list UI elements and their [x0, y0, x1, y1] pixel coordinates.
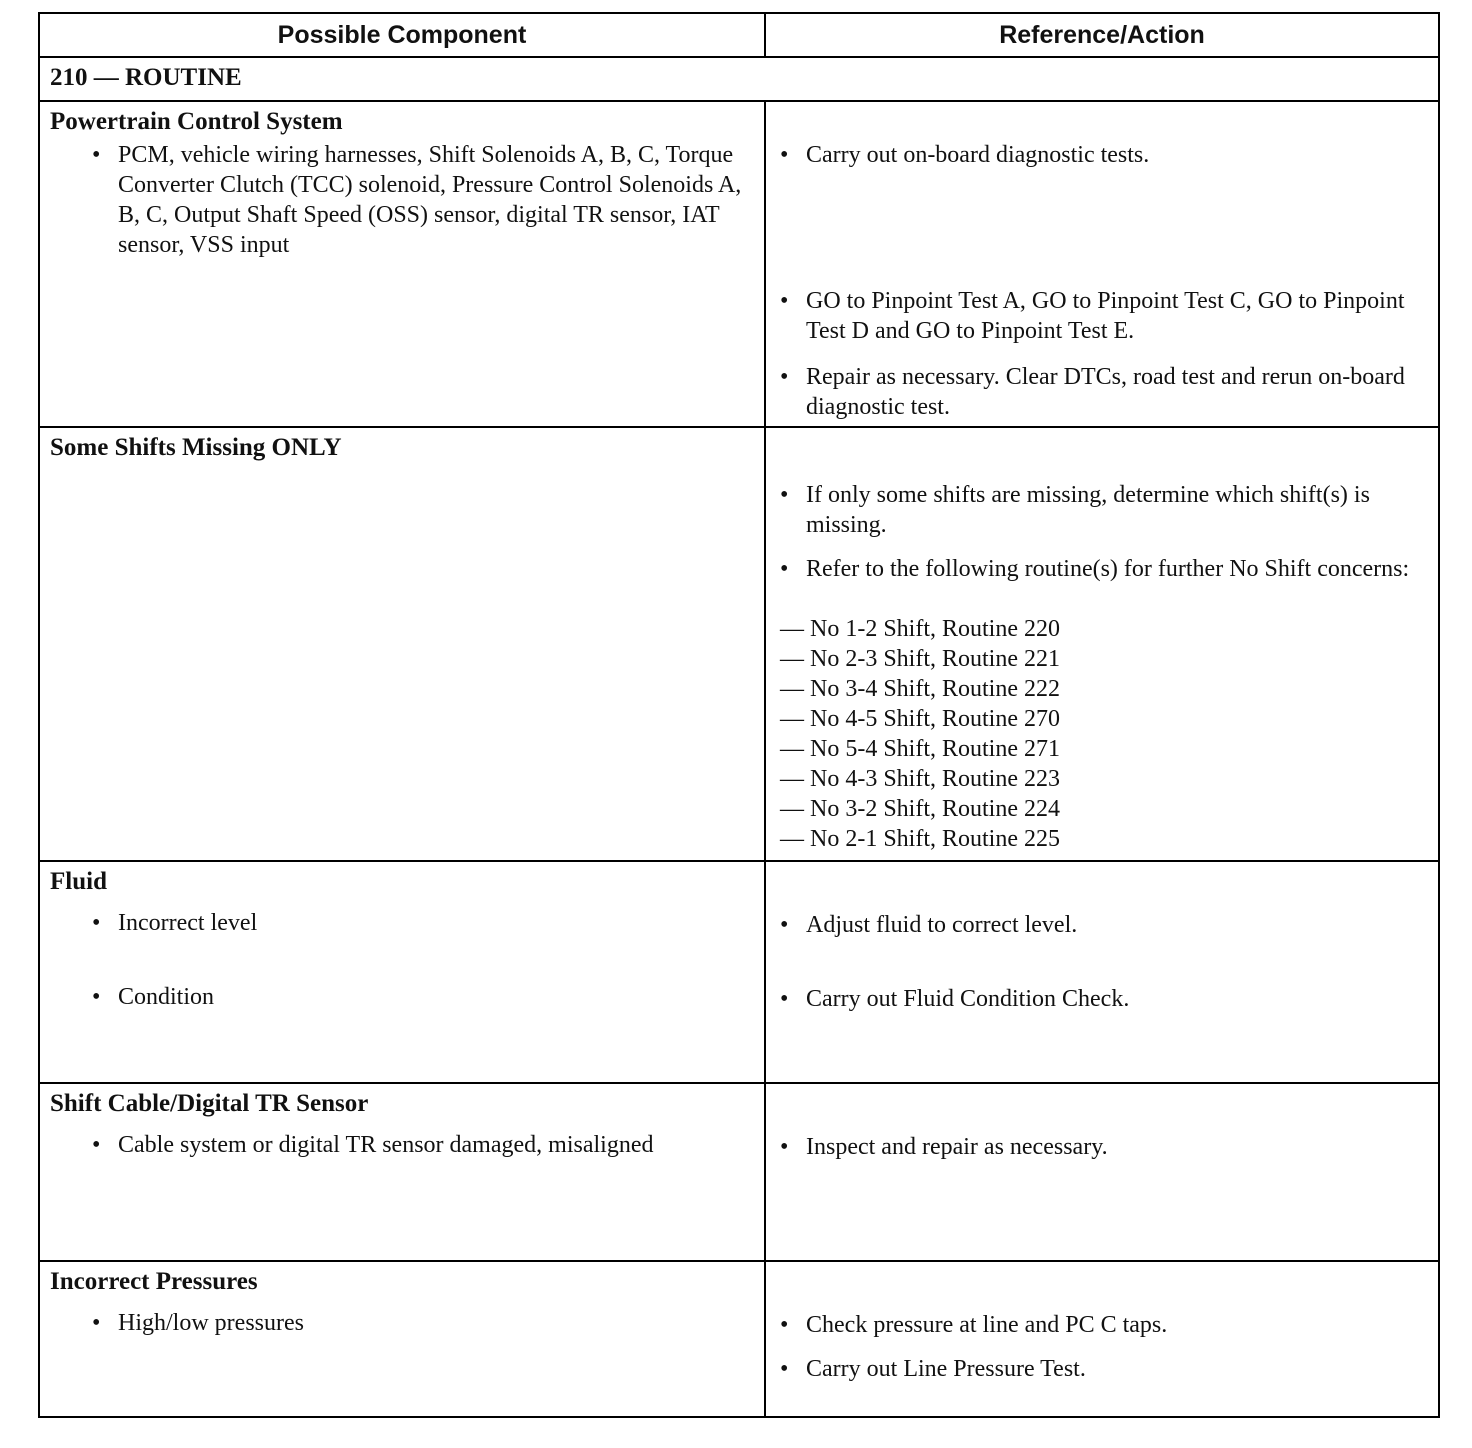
action-bullet: • If only some shifts are missing, determine which shift(s) is missing. — [780, 480, 1446, 540]
routine-item: — No 3-2 Shift, Routine 224 — [780, 796, 1060, 822]
table-row — [40, 1262, 1438, 1416]
action-bullet: • Repair as necessary. Clear DTCs, road test and rerun on-board diagnostic test. — [780, 362, 1446, 422]
routine-item: — No 2-3 Shift, Routine 221 — [780, 646, 1060, 672]
component-title: Some Shifts Missing ONLY — [50, 434, 342, 461]
section-row — [40, 58, 1438, 102]
routine-item: — No 3-4 Shift, Routine 222 — [780, 676, 1060, 702]
component-cell — [40, 862, 764, 1082]
component-title: Fluid — [50, 868, 107, 895]
table-row — [40, 862, 1438, 1084]
component-cell — [40, 1084, 764, 1260]
action-bullet: • Adjust fluid to correct level. — [780, 910, 1446, 940]
action-bullet: • GO to Pinpoint Test A, GO to Pinpoint Test C, GO to Pinpoint Test D and GO to Pinpoint Test E. — [780, 286, 1446, 346]
section-title: 210 — ROUTINE — [50, 64, 242, 91]
action-cell — [766, 862, 1438, 1082]
column-header-possible-component: Possible Component — [277, 20, 527, 49]
component-bullet: • Cable system or digital TR sensor damaged, misaligned — [92, 1130, 718, 1160]
component-bullet: • High/low pressures — [92, 1308, 758, 1338]
action-bullet: • Carry out Line Pressure Test. — [780, 1354, 1446, 1384]
component-bullet: • Incorrect level — [92, 908, 758, 938]
component-cell — [40, 1262, 764, 1416]
diagnostic-table — [38, 12, 1440, 1418]
component-bullet: • PCM, vehicle wiring harnesses, Shift Solenoids A, B, C, Torque Converter Clutch (TCC) solenoid, Pressure Control Solenoids A, B, C, Output Shaft Speed (OSS) sensor, digital TR sensor, IAT sensor, VSS input — [92, 140, 758, 260]
component-title: Powertrain Control System — [50, 108, 343, 135]
component-title: Incorrect Pressures — [50, 1268, 258, 1295]
component-bullet: • Condition — [92, 982, 758, 1012]
routine-item: — No 5-4 Shift, Routine 271 — [780, 736, 1060, 762]
table-row — [40, 428, 1438, 862]
component-title: Shift Cable/Digital TR Sensor — [50, 1090, 369, 1117]
routine-item: — No 4-5 Shift, Routine 270 — [780, 706, 1060, 732]
component-cell — [40, 102, 764, 426]
column-header-reference-action: Reference/Action — [999, 20, 1205, 49]
action-bullet: • Carry out Fluid Condition Check. — [780, 984, 1446, 1014]
component-cell — [40, 428, 764, 860]
table-row — [40, 1084, 1438, 1262]
action-cell — [766, 1084, 1438, 1260]
routine-item: — No 4-3 Shift, Routine 223 — [780, 766, 1060, 792]
action-cell — [766, 1262, 1438, 1416]
table-row — [40, 102, 1438, 428]
action-cell — [766, 102, 1438, 426]
routine-item: — No 2-1 Shift, Routine 225 — [780, 826, 1060, 852]
table-header-row — [40, 14, 1438, 58]
routine-item: — No 1-2 Shift, Routine 220 — [780, 616, 1060, 642]
action-bullet: • Refer to the following routine(s) for further No Shift concerns: — [780, 554, 1446, 584]
action-bullet: • Carry out on-board diagnostic tests. — [780, 140, 1446, 170]
action-cell — [766, 428, 1438, 860]
action-bullet: • Check pressure at line and PC C taps. — [780, 1310, 1446, 1340]
action-bullet: • Inspect and repair as necessary. — [780, 1132, 1446, 1162]
